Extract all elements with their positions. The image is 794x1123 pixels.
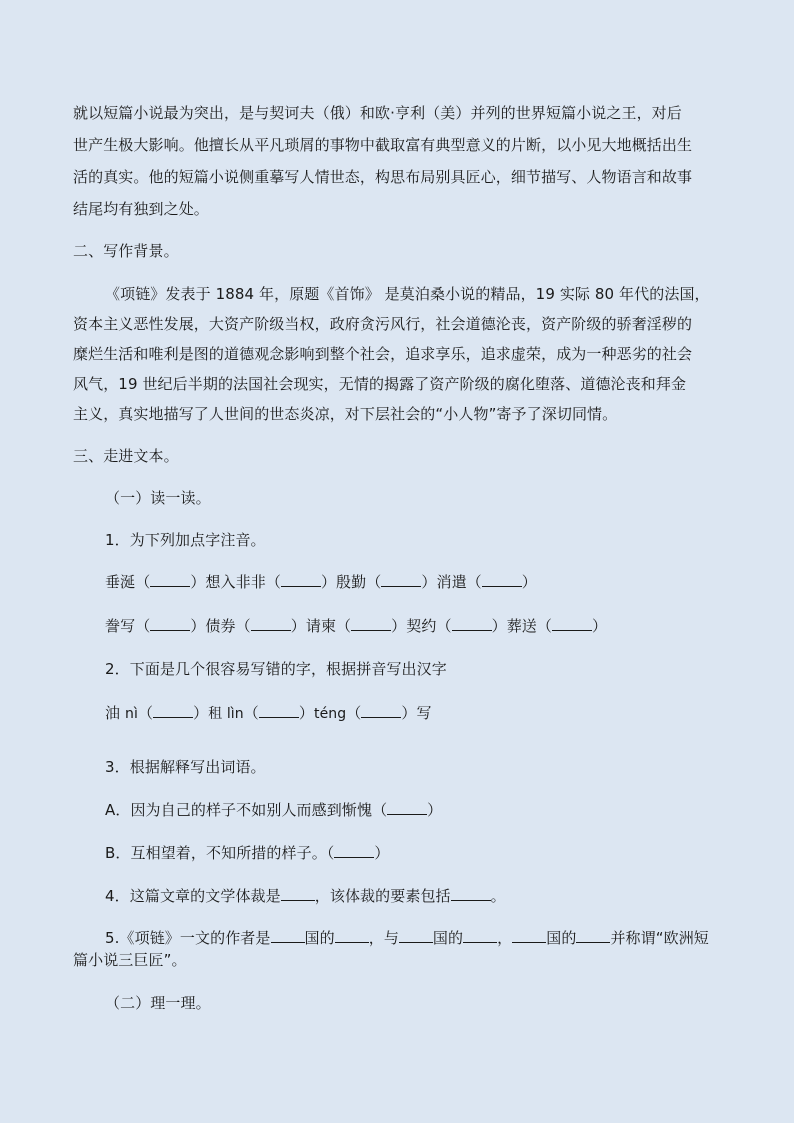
background-line-2: 资本主义恶性发展，大资产阶级当权，政府贪污风行，社会道德沦丧，资产阶级的骄奢淫秽的 xyxy=(73,315,693,333)
section-heading-writing-background: 二、写作背景。 xyxy=(73,242,179,260)
question-5-line-1 xyxy=(105,928,709,948)
answer-blank[interactable] xyxy=(399,928,433,943)
question-1-label: 1．为下列加点字注音。 xyxy=(105,531,266,549)
question-5-line-2: 篇小说三巨匠”。 xyxy=(73,951,187,969)
intro-line-4: 结尾均有独到之处。 xyxy=(73,200,209,218)
question-5-text: 5.《项链》一文的作者是 xyxy=(105,929,271,947)
question-1-row-1: 垂涎（ ）想入非非（ ）殷勤（ ）消遣（ ） xyxy=(105,573,537,591)
pinyin: 租 lìn xyxy=(208,706,244,722)
intro-line-1: 就以短篇小说最为突出，是与契诃夫（俄）和欧·亨利（美）并列的世界短篇小说之王，对后 xyxy=(73,104,682,122)
pinyin: téng xyxy=(314,706,347,722)
intro-line-2: 世产生极大影响。他擅长从平凡琐屑的事物中截取富有典型意义的片断，以小见大地概括出生 xyxy=(73,136,693,154)
answer-blank[interactable] xyxy=(512,928,546,943)
background-line-4: 风气，19 世纪后半期的法国社会现实，无情的揭露了资产阶级的腐化堕落、道德沦丧和拜金 xyxy=(73,375,687,393)
answer-blank[interactable] xyxy=(451,886,491,901)
question-5-text: 并称谓“欧洲短 xyxy=(610,929,709,947)
background-line-3: 糜烂生活和唯利是图的道德观念影响到整个社会，追求享乐，追求虚荣，成为一种恶劣的社会 xyxy=(73,345,693,363)
answer-blank[interactable] xyxy=(387,800,427,815)
word: 想入非非 xyxy=(205,573,266,591)
answer-blank[interactable] xyxy=(482,572,522,587)
question-3a: A．因为自己的样子不如别人而感到惭愧（ ） xyxy=(105,801,443,819)
question-5-text: 国的 xyxy=(546,929,577,947)
subsection-read: （一）读一读。 xyxy=(105,489,211,507)
answer-blank[interactable] xyxy=(150,572,190,587)
answer-blank[interactable] xyxy=(361,703,401,718)
word: 葬送 xyxy=(506,617,537,635)
question-4-text: ，该体裁的要素包括 xyxy=(314,887,451,905)
question-1-row-2: 誊写（ ）债券（ ）请柬（ ）契约（ ）葬送（ ） xyxy=(105,617,608,635)
section-heading-into-text: 三、走进文本。 xyxy=(73,447,179,465)
question-5-text: ，与 xyxy=(368,929,399,947)
question-3b-text: B．互相望着，不知所措的样子。（ xyxy=(105,844,335,862)
question-4-text: 。 xyxy=(490,887,506,905)
answer-blank[interactable] xyxy=(259,703,299,718)
subsection-organize: （二）理一理。 xyxy=(105,994,211,1012)
prefix-char: 油 xyxy=(105,704,121,722)
answer-blank[interactable] xyxy=(463,928,497,943)
question-5-text: ， xyxy=(497,929,513,947)
answer-blank[interactable] xyxy=(335,928,369,943)
word: 契约 xyxy=(406,617,437,635)
answer-blank[interactable] xyxy=(576,928,610,943)
answer-blank[interactable] xyxy=(153,703,193,718)
question-3a-text: A．因为自己的样子不如别人而感到惭愧（ xyxy=(105,801,388,819)
question-3-label: 3．根据解释写出词语。 xyxy=(105,758,266,776)
question-5-text: 国的 xyxy=(304,929,335,947)
answer-blank[interactable] xyxy=(271,928,305,943)
question-4 xyxy=(105,886,506,906)
answer-blank[interactable] xyxy=(281,886,315,901)
word: 消遣 xyxy=(436,573,467,591)
background-line-1: 《项链》发表于 1884 年，原题《首饰》 是莫泊桑小说的精品，19 实际 80 年代的法国， xyxy=(105,285,710,303)
answer-blank[interactable] xyxy=(452,616,492,631)
pinyin: nì xyxy=(124,706,138,722)
question-2-label: 2．下面是几个很容易写错的字，根据拼音写出汉字 xyxy=(105,660,447,678)
word: 请柬 xyxy=(305,617,337,635)
intro-line-3: 活的真实。他的短篇小说侧重摹写人情世态，构思布局别具匠心，细节描写、人物语言和故事 xyxy=(73,168,693,186)
question-3b: B．互相望着，不知所措的样子。（ ） xyxy=(105,844,390,862)
answer-blank[interactable] xyxy=(251,616,291,631)
answer-blank[interactable] xyxy=(381,572,421,587)
background-line-5: 主义，真实地描写了人世间的世态炎凉，对下层社会的“小人物”寄予了深切同情。 xyxy=(73,405,618,423)
answer-blank[interactable] xyxy=(334,843,374,858)
answer-blank[interactable] xyxy=(281,572,321,587)
suffix-char: 写 xyxy=(416,704,432,722)
question-2-row: 油 nì（ ）租 lìn（ ）téng（ ）写 xyxy=(105,704,432,722)
word: 殷勤 xyxy=(336,573,367,591)
question-4-text: 4．这篇文章的文学体裁是 xyxy=(105,887,281,905)
answer-blank[interactable] xyxy=(351,616,391,631)
word: 誊写 xyxy=(105,617,136,635)
word: 垂涎 xyxy=(105,573,136,591)
answer-blank[interactable] xyxy=(552,616,592,631)
word: 债券 xyxy=(205,617,236,635)
question-5-text: 国的 xyxy=(432,929,464,947)
answer-blank[interactable] xyxy=(150,616,190,631)
